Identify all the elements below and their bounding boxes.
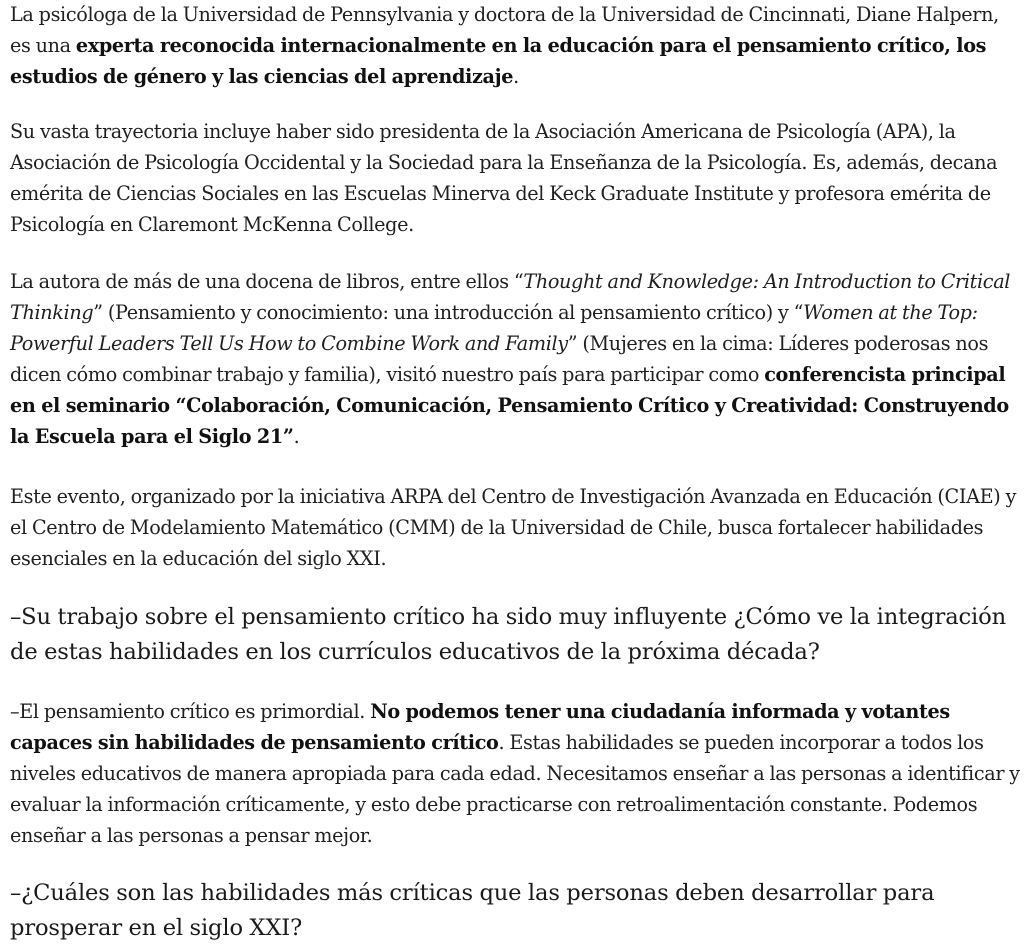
event-text: Este evento, organizado por la iniciativa ARPA del Centro de Investigación Avanzada en Educación (CIAE) y el Centro de Modelamiento Matemático (CMM) de la Universidad de Chile, busca fortalecer habilidades esenciales en la educación del siglo XXI.: [10, 485, 1017, 570]
books-text-3: ” (Mujeres en la cima: Líderes poderosas nos dicen cómo combinar trabajo y familia), visitó nuestro país para participar como: [10, 332, 989, 386]
book-title-thought-knowledge: Thought and Knowledge: An Introduction to Critical Thinking: [10, 270, 1011, 324]
trajectory-text: Su vasta trayectoria incluye haber sido presidenta de la Asociación Americana de Psicología (APA), la Asociación de Psicología Occidental y la Sociedad para la Enseñanza de la Psicología. Es, además, decana emérita de Ciencias Sociales en las Escuelas Minerva del Keck Graduate Institute y profesora emérita de Psicología en Claremont McKenna College.: [10, 120, 998, 236]
paragraph-trajectory: [10, 116, 1022, 240]
intro-text: La psicóloga de la Universidad de Pennsylvania y doctora de la Universidad de Cincinnati, Diane Halpern, es una: [10, 3, 999, 57]
answer-1-text-1: –El pensamiento crítico es primordial.: [10, 700, 371, 723]
paragraph-intro: [10, 0, 1022, 92]
answer-1-bold: No podemos tener una ciudadanía informada y votantes capaces sin habilidades de pensamiento crítico: [10, 700, 950, 754]
answer-1-text-2: . Estas habilidades se pueden incorporar a todos los niveles educativos de manera apropiada para cada edad. Necesitamos enseñar a las personas a identificar y evaluar la información críticamente, y esto debe practicarse con retroalimentación constante. Podemos enseñar a las personas a pensar mejor.: [10, 731, 1020, 847]
intro-period: .: [513, 65, 519, 88]
paragraph-answer-1: [10, 696, 1022, 851]
paragraph-event: [10, 481, 1022, 574]
interview-question-1: –Su trabajo sobre el pensamiento crítico ha sido muy influyente ¿Cómo ve la integración de estas habilidades en los currículos educativos de la próxima década?: [10, 604, 1006, 665]
seminar-bold: conferencista principal en el seminario “Colaboración, Comunicación, Pensamiento Crítico y Creatividad: Construyendo la Escuela para el Siglo 21”: [10, 363, 1009, 448]
books-text-1: La autora de más de una docena de libros, entre ellos “: [10, 270, 524, 293]
books-period: .: [293, 425, 300, 448]
intro-bold-expertise: experta reconocida internacionalmente en la educación para el pensamiento crítico, los estudios de género y las ciencias del aprendizaje: [10, 34, 987, 88]
interview-question-2: –¿Cuáles son las habilidades más críticas que las personas deben desarrollar para prosperar en el siglo XXI?: [10, 880, 935, 941]
book-title-women-at-top: Women at the Top: Powerful Leaders Tell Us How to Combine Work and Family: [10, 301, 978, 355]
books-text-2: ” (Pensamiento y conocimiento: una introducción al pensamiento crítico) y “: [93, 301, 804, 324]
paragraph-books: [10, 266, 1022, 452]
